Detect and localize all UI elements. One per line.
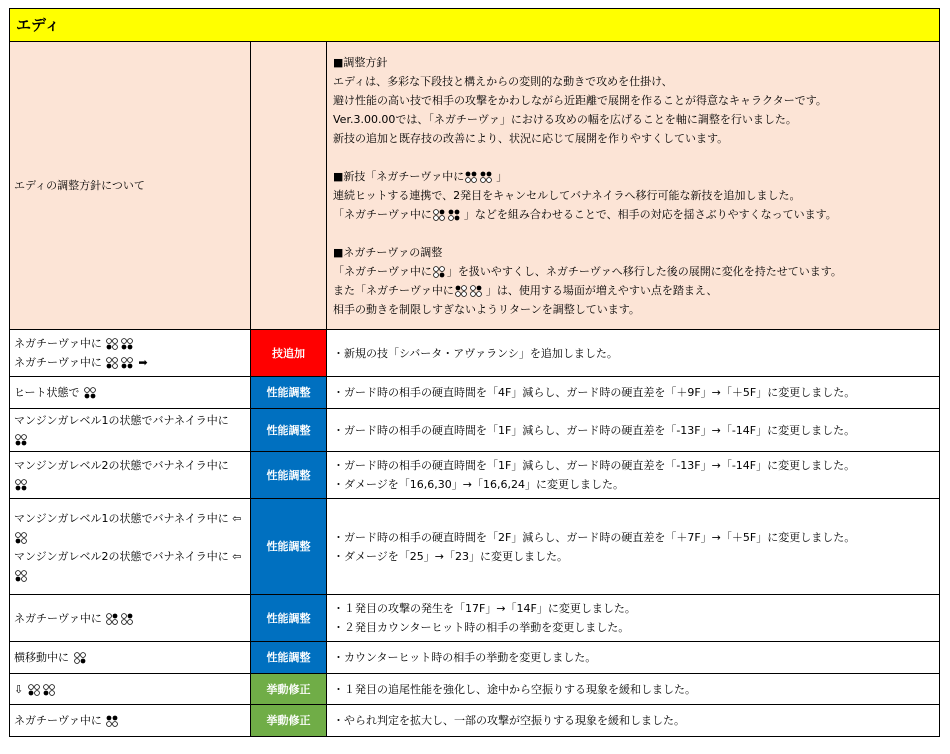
- summary-text: [327, 42, 940, 330]
- button-icon-combo: [455, 285, 485, 297]
- summary-label: エディの調整方針について: [10, 42, 251, 330]
- table-row: [10, 595, 940, 642]
- tag-badge: 挙動修正: [251, 705, 327, 737]
- button-icon-combo: [106, 613, 136, 625]
- button-icon-1-2-12: [465, 171, 495, 183]
- table-row: [10, 642, 940, 674]
- table-row: [10, 377, 940, 409]
- notes-cell: ・新規の技「シバータ・アヴァランシ」を追加しました。: [327, 330, 940, 377]
- notes-cell: ・ガード時の相手の硬直時間を「4F」減らし、ガード時の硬直差を「＋9F」→「＋5F」に変更しました。: [327, 377, 940, 409]
- button-icon-4: [74, 652, 87, 664]
- notes-cell: ・ガード時の相手の硬直時間を「2F」減らし、ガード時の硬直差を「＋7F」→「＋5F」に変更しました。 ・ダメージを「25」→「23」に変更しました。: [327, 499, 940, 595]
- summary-line: 避け性能の高い技で相手の攻撃をかわしながら近距離で展開を作ることが得意なキャラクターです。: [333, 93, 827, 107]
- button-icon-combo: [28, 684, 58, 696]
- command-cell: ネガチーヴァ中に: [10, 705, 251, 737]
- button-icon-3: [15, 570, 28, 582]
- summary-tag-empty: [251, 42, 327, 330]
- patch-table: [9, 8, 940, 737]
- notes-cell: ・やられ判定を拡大し、一部の攻撃が空振りする現象を緩和しました。: [327, 705, 940, 737]
- character-title: エディ: [10, 9, 940, 42]
- table-row: [10, 499, 940, 595]
- arrow-right-icon: ➡: [138, 356, 148, 369]
- button-icon-combo: [106, 338, 136, 350]
- command-cell: ネガチーヴァ中に: [10, 595, 251, 642]
- button-icon-3-4: [15, 479, 28, 491]
- command-cell: ⇩: [10, 674, 251, 705]
- tag-badge: 性能調整: [251, 595, 327, 642]
- summary-line: また「ネガチーヴァ中に 」は、使用する場面が増えやすい点を踏まえ、: [333, 283, 718, 297]
- tag-badge: 挙動修正: [251, 674, 327, 705]
- summary-line: 「ネガチーヴァ中に 」などを組み合わせることで、相手の対応を揺さぶりやすくなっています。: [333, 207, 837, 221]
- tag-badge: 性能調整: [251, 409, 327, 452]
- summary-line: 連続ヒットする連携で、2発目をキャンセルしてバナネイラへ移行可能な新技を追加しました。: [333, 188, 801, 202]
- tag-badge: 性能調整: [251, 452, 327, 499]
- button-icon-3: [15, 532, 28, 544]
- button-icon-4: [433, 266, 446, 278]
- section-heading: ■新技「ネガチーヴァ中に 」: [333, 169, 508, 183]
- summary-line: 新技の追加と既存技の改善により、状況に応じて展開を作りやすくしています。: [333, 131, 729, 145]
- summary-line: Ver.3.00.00では、「ネガチーヴァ」における攻めの幅を広げることを軸に調整を行いました。: [333, 112, 797, 126]
- notes-cell: ・カウンターヒット時の相手の挙動を変更しました。: [327, 642, 940, 674]
- command-cell: マンジンガレベル1の状態でバナネイラ中に: [10, 409, 251, 452]
- tag-badge: 性能調整: [251, 499, 327, 595]
- notes-cell: ・１発目の追尾性能を強化し、途中から空振りする現象を緩和しました。: [327, 674, 940, 705]
- button-icon-combo: [433, 209, 463, 221]
- command-cell: 横移動中に: [10, 642, 251, 674]
- summary-line: エディは、多彩な下段技と構えからの変則的な動きで攻めを仕掛け、: [333, 74, 673, 88]
- tag-badge: 技追加: [251, 330, 327, 377]
- command-cell: マンジンガレベル2の状態でバナネイラ中に: [10, 452, 251, 499]
- command-cell: ヒート状態で: [10, 377, 251, 409]
- section-heading: ■調整方針: [333, 55, 388, 69]
- summary-line: 相手の動きを制限しすぎないようリターンを調整しています。: [333, 302, 640, 316]
- command-cell: ネガチーヴァ中に ネガチーヴァ中に ➡: [10, 330, 251, 377]
- notes-cell: ・ガード時の相手の硬直時間を「1F」減らし、ガード時の硬直差を「-13F」→「-14F」に変更しました。 ・ダメージを「16,6,30」→「16,6,24」に変更しました。: [327, 452, 940, 499]
- notes-cell: ・ガード時の相手の硬直時間を「1F」減らし、ガード時の硬直差を「-13F」→「-14F」に変更しました。: [327, 409, 940, 452]
- summary-row: [10, 42, 940, 330]
- summary-line: 「ネガチーヴァ中に 」を扱いやすくし、ネガチーヴァへ移行した後の展開に変化を持たせています。: [333, 264, 842, 278]
- button-icon-1-2: [106, 715, 119, 727]
- button-icon-3-4: [84, 387, 97, 399]
- button-icon-3-4: [15, 434, 28, 446]
- table-row: [10, 705, 940, 737]
- patch-note-sheet: [9, 8, 939, 737]
- tag-badge: 性能調整: [251, 642, 327, 674]
- button-icon-combo: [106, 357, 136, 369]
- command-cell: マンジンガレベル1の状態でバナネイラ中に ⇦ マンジンガレベル2の状態でバナネイラ中に ⇦: [10, 499, 251, 595]
- notes-cell: ・１発目の攻撃の発生を「17F」→「14F」に変更しました。 ・２発目カウンターヒット時の相手の挙動を変更しました。: [327, 595, 940, 642]
- tag-badge: 性能調整: [251, 377, 327, 409]
- table-row: [10, 452, 940, 499]
- table-row: [10, 330, 940, 377]
- table-row: [10, 409, 940, 452]
- table-row: [10, 674, 940, 705]
- section-heading: ■ネガチーヴァの調整: [333, 245, 443, 259]
